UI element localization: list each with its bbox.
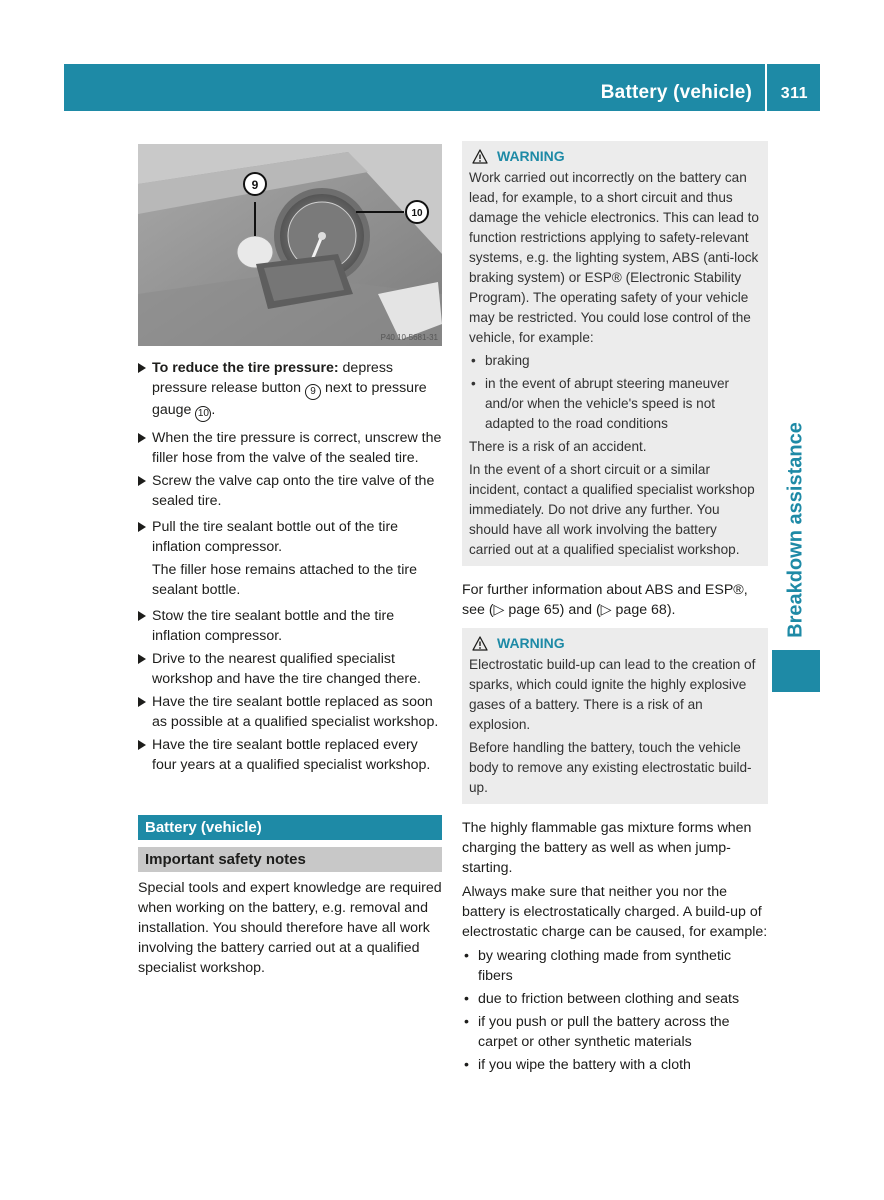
side-tab-label: Breakdown assistance (784, 422, 807, 638)
step-item (138, 735, 442, 775)
step-text: next to pressure gauge (152, 380, 427, 418)
warning-header (472, 146, 761, 166)
electrostatic-paragraph: Always make sure that neither you nor the battery is electrostatically charged. A build-up of electrostatic charge can be caused, for example: (462, 884, 768, 940)
step-note: The filler hose remains attached to the tire sealant bottle. (152, 562, 417, 598)
warning-triangle-icon (472, 149, 488, 164)
callout-10-label: 10 (411, 208, 423, 219)
step-arrow-icon (138, 476, 146, 486)
list-item: • if you push or pull the battery across the carpet or other synthetic materials (462, 1012, 768, 1052)
step-item (138, 517, 442, 600)
step-text: When the tire pressure is correct, unscrew the filler hose from the valve of the sealed tire. (152, 430, 442, 466)
section-heading: Battery (vehicle) (138, 815, 442, 840)
step-item (138, 606, 442, 646)
warning-text: In the event of a short circuit or a similar incident, contact a qualified specialist workshop immediately. Do not drive any further. You should have all work involving the battery carried out at a qualified specialist workshop. (469, 462, 755, 557)
warning-header (472, 633, 761, 653)
abs-esp-reference-paragraph: For further information about ABS and ESP®, see (▷ page 65) and (▷ page 68). (462, 582, 748, 618)
warning-text: Work carried out incorrectly on the battery can lead, for example, to a short circuit and thus damage the vehicle electronics. This can lead to function restrictions applying to safety-relevant systems, e.g. the lighting system, ABS (anti-lock braking system) or ESP® (Electronic Stability Program). The operating safety of your vehicle may be restricted. You could lose control of the vehicle, for example: (469, 170, 759, 345)
step-bold-label: To reduce the tire pressure: (152, 360, 339, 376)
page-number: 311 (780, 85, 808, 102)
warning-text: There is a risk of an accident. (469, 439, 647, 454)
compressor-illustration (138, 144, 442, 346)
warning-triangle-icon (472, 636, 488, 651)
step-text: Drive to the nearest qualified specialist workshop and have the tire changed there. (152, 651, 421, 687)
step-item (138, 428, 442, 468)
gas-mixture-paragraph: The highly flammable gas mixture forms when charging the battery as well as when jump-starting. (462, 820, 752, 876)
figure-code: P40.10-5681-31 (380, 333, 438, 342)
step-item (138, 692, 442, 732)
callout-10-ref: 10 (195, 406, 211, 422)
step-text: Have the tire sealant bottle replaced every four years at a qualified specialist workshop. (152, 737, 431, 773)
side-tab-marker (772, 650, 820, 692)
step-arrow-icon (138, 433, 146, 443)
header-bar (64, 64, 820, 111)
right-column (462, 141, 768, 1075)
step-text: depress pressure release button (152, 360, 394, 396)
side-tab (772, 415, 820, 645)
step-arrow-icon (138, 363, 146, 373)
list-item: • if you wipe the battery with a cloth (462, 1055, 768, 1075)
step-text: Pull the tire sealant bottle out of the tire inflation compressor. (152, 519, 399, 555)
warning-label: WARNING (497, 148, 565, 164)
tire-inflation-compressor-figure (138, 144, 442, 346)
step-arrow-icon (138, 522, 146, 532)
safety-notes-paragraph: Special tools and expert knowledge are required when working on the battery, e.g. removal and installation. You should therefore have all work involving the battery carried out at a qualified specialist workshop. (138, 880, 442, 976)
warning-text: Before handling the battery, touch the vehicle body to remove any existing electrostatic build-up. (469, 740, 752, 795)
step-item (138, 358, 442, 422)
electrostatic-causes-list (462, 946, 768, 1075)
header-separator (765, 64, 767, 111)
step-arrow-icon (138, 611, 146, 621)
warning-bullet: • braking (469, 351, 761, 371)
page-header-title: Battery (vehicle) (600, 82, 752, 103)
step-arrow-icon (138, 654, 146, 664)
step-text: Screw the valve cap onto the tire valve of the sealed tire. (152, 473, 435, 509)
step-arrow-icon (138, 740, 146, 750)
instruction-steps (138, 358, 442, 775)
step-text: Have the tire sealant bottle replaced as soon as possible at a qualified specialist workshop. (152, 694, 439, 730)
warning-bullet: • in the event of abrupt steering maneuver and/or when the vehicle's speed is not adapted to the road conditions (469, 374, 761, 434)
subsection-heading: Important safety notes (138, 847, 442, 872)
left-column (138, 144, 442, 978)
callout-9-label: 9 (251, 178, 259, 192)
list-item: • due to friction between clothing and seats (462, 989, 768, 1009)
warning-box-battery-work (462, 141, 768, 566)
warning-label: WARNING (497, 635, 565, 651)
list-item: • by wearing clothing made from synthetic fibers (462, 946, 768, 986)
warning-text: Electrostatic build-up can lead to the creation of sparks, which could ignite the highly explosive gases of a battery. There is a risk of an explosion. (469, 657, 756, 732)
step-arrow-icon (138, 697, 146, 707)
callout-9-ref: 9 (305, 384, 321, 400)
step-item (138, 471, 442, 511)
step-text: . (211, 402, 216, 418)
warning-box-electrostatic (462, 628, 768, 804)
step-text: Stow the tire sealant bottle and the tire inflation compressor. (152, 608, 395, 644)
step-item (138, 649, 442, 689)
